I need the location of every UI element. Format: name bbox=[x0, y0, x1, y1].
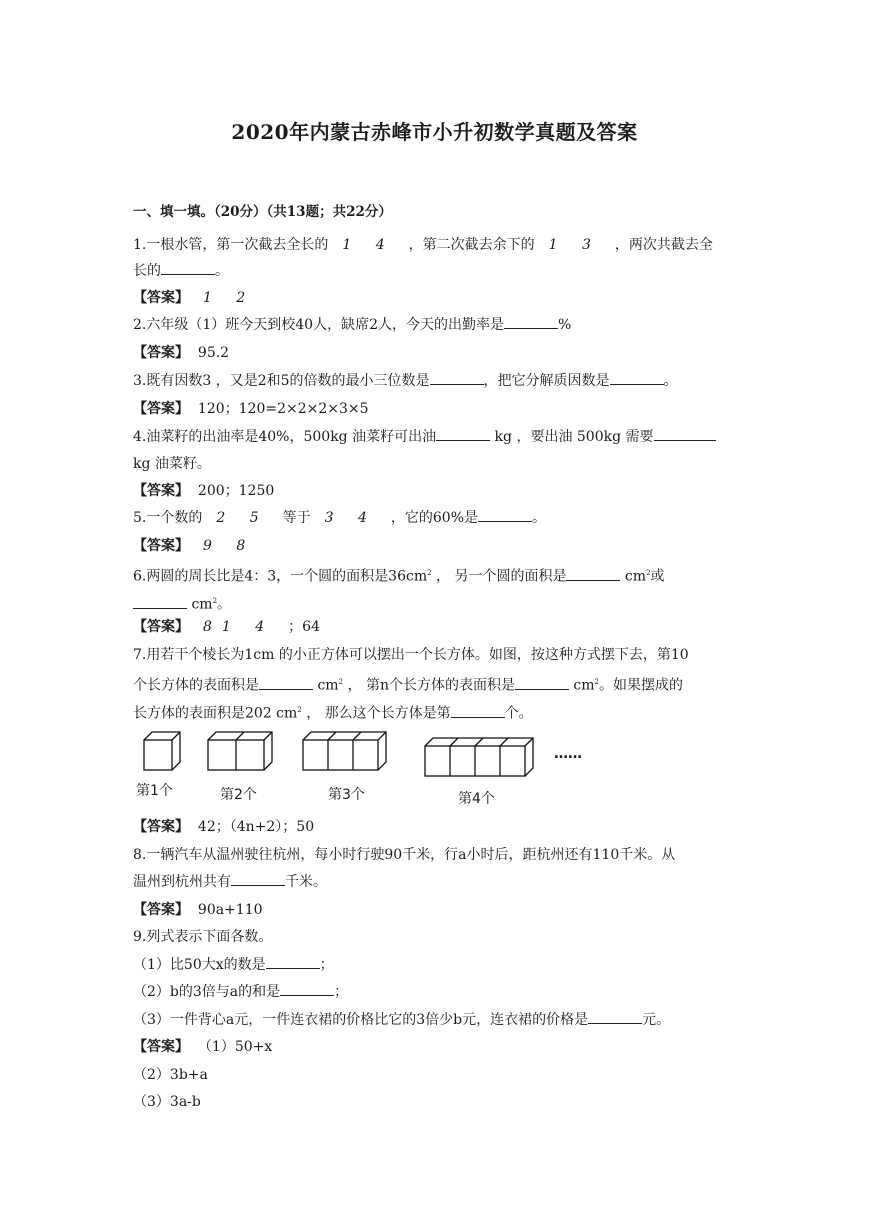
answer-text: 90a+110 bbox=[197, 902, 263, 918]
answer-blank bbox=[566, 568, 620, 581]
q1-text: 1.一根水管，第一次截去全长的 bbox=[133, 237, 329, 253]
superscript: 2 bbox=[646, 569, 651, 577]
q9-answer-3: （3）3a-b bbox=[133, 1094, 201, 1110]
answer-blank bbox=[588, 1011, 642, 1024]
cuboid-3 bbox=[303, 732, 386, 770]
q9-text: （1）比50大x的数是 bbox=[133, 957, 266, 973]
answer-blank bbox=[436, 428, 490, 441]
answer-tag: 【答案】 bbox=[133, 619, 189, 635]
q4-line1 bbox=[133, 428, 716, 446]
q9-sub2 bbox=[133, 983, 348, 1001]
answer-blank bbox=[231, 873, 285, 886]
q5-text: 等于 bbox=[282, 510, 311, 526]
answer-tag: 【答案】 bbox=[133, 819, 189, 835]
q7-text: ， 第n个长方体的表面积是 bbox=[343, 677, 515, 694]
q3-line bbox=[133, 372, 678, 390]
answer-blank bbox=[280, 983, 334, 996]
q9-line1: 9.列式表示下面各数。 bbox=[133, 929, 273, 945]
answer-tag: 【答案】 bbox=[133, 1039, 189, 1055]
answer-tag: 【答案】 bbox=[133, 538, 189, 554]
answer-blank bbox=[515, 677, 569, 690]
q6-text: 6.两圆的周长比是4：3，一个圆的面积是36cm bbox=[133, 568, 428, 585]
answer-text: （1）50+x bbox=[197, 1039, 273, 1055]
figure-label-2: 第2个 bbox=[220, 787, 257, 803]
answer-text: 200；1250 bbox=[197, 483, 275, 499]
fraction: 1 2 bbox=[203, 290, 256, 306]
fraction: 81 4 bbox=[203, 619, 275, 635]
q7-text: ， 那么这个长方体是第 bbox=[301, 705, 451, 722]
q7-text: cm bbox=[313, 677, 339, 694]
q9-text: （3）一件背心a元，一件连衣裙的价格比它的3倍少b元，连衣裙的价格是 bbox=[133, 1012, 589, 1028]
q7-text: 个长方体的表面积是 bbox=[133, 677, 259, 694]
q8-answer bbox=[133, 901, 263, 919]
superscript: 2 bbox=[212, 597, 218, 605]
q9-answer-2: （2）3b+a bbox=[133, 1067, 208, 1083]
answer-tag: 【答案】 bbox=[133, 483, 189, 499]
q5-text: ，它的60%是 bbox=[390, 510, 479, 526]
q7-text: 个。 bbox=[504, 705, 533, 722]
figure-label-3: 第3个 bbox=[328, 787, 365, 803]
answer-blank bbox=[259, 677, 313, 690]
q6-text: 。 bbox=[217, 596, 232, 613]
q4-text: kg ，要出油 500kg 需要 bbox=[490, 429, 654, 445]
q6-text: cm bbox=[187, 596, 213, 613]
q7-line1: 7.用若干个棱长为1cm 的小正方体可以摆出一个长方体。如图，按这种方式摆下去，第10 bbox=[133, 647, 689, 663]
q2-line bbox=[133, 316, 571, 334]
q9-text: ； bbox=[334, 984, 349, 1000]
fraction: 9 8 bbox=[203, 538, 256, 554]
q7-line3 bbox=[133, 701, 533, 723]
q4-answer bbox=[133, 482, 274, 500]
fraction: 2 5 bbox=[216, 510, 269, 526]
q7-text: cm bbox=[568, 677, 595, 694]
q6-line2 bbox=[133, 592, 231, 614]
answer-blank bbox=[654, 428, 716, 441]
answer-blank bbox=[610, 372, 664, 385]
superscript: 2 bbox=[338, 678, 344, 686]
q9-text: （2）b的3倍与a的和是 bbox=[133, 984, 281, 1000]
q5-text: 。 bbox=[532, 510, 547, 526]
q7-text: 。如果摆成的 bbox=[599, 677, 684, 694]
q5-line bbox=[133, 509, 546, 527]
q2-text: % bbox=[558, 317, 572, 333]
q6-text: ， 另一个圆的面积是 bbox=[431, 568, 567, 585]
answer-blank bbox=[133, 596, 187, 609]
cuboid-2 bbox=[208, 732, 272, 770]
q2-text: 2.六年级（1）班今天到校40人，缺席2人，今天的出勤率是 bbox=[133, 317, 504, 333]
document-title: 2020年内蒙古赤峰市小升初数学真题及答案 bbox=[231, 120, 638, 144]
answer-text: 42；（4n+2）；50 bbox=[197, 819, 315, 835]
q1-answer bbox=[133, 289, 269, 307]
section-header: 一、填一填。（20分）（共13题；共22分） bbox=[133, 204, 392, 220]
q1-text: ，第二次截去余下的 bbox=[408, 237, 535, 253]
q1-text: ，两次共截去全 bbox=[614, 237, 713, 253]
superscript: 2 bbox=[297, 706, 302, 714]
q9-sub3 bbox=[133, 1011, 670, 1029]
answer-blank bbox=[451, 705, 505, 718]
fraction: 1 3 bbox=[548, 237, 601, 253]
q6-text: 或 bbox=[650, 568, 665, 585]
answer-text: 95.2 bbox=[197, 345, 230, 361]
q6-answer bbox=[133, 618, 320, 636]
q6-line1 bbox=[133, 564, 665, 586]
q8-line1: 8.一辆汽车从温州驶往杭州，每小时行驶90千米，行a小时后，距杭州还有110千米。从 bbox=[133, 847, 676, 863]
q7-line2 bbox=[133, 673, 683, 695]
answer-tag: 【答案】 bbox=[133, 345, 189, 361]
answer-blank bbox=[266, 956, 320, 969]
q1-text: 。 bbox=[215, 263, 229, 279]
q4-text: kg 油菜籽。 bbox=[133, 456, 211, 472]
answer-tag: 【答案】 bbox=[133, 290, 189, 306]
q3-text: 3.既有因数3 ，又是2和5的倍数的最小三位数是 bbox=[133, 373, 430, 389]
q1-text: 长的 bbox=[133, 263, 161, 279]
q3-text: ，把它分解质因数是 bbox=[483, 373, 610, 389]
answer-text: ；64 bbox=[288, 619, 320, 635]
answer-tag: 【答案】 bbox=[133, 902, 189, 918]
q8-line2 bbox=[133, 873, 327, 891]
answer-blank bbox=[478, 509, 532, 522]
fraction: 3 4 bbox=[324, 510, 377, 526]
q9-text: ； bbox=[319, 957, 334, 973]
q6-text: cm bbox=[620, 568, 647, 585]
q9-text: 元。 bbox=[642, 1012, 671, 1028]
q1-line2 bbox=[133, 262, 229, 280]
figure-ellipsis: …… bbox=[554, 746, 582, 762]
q7-answer bbox=[133, 818, 314, 836]
answer-blank bbox=[161, 262, 215, 275]
cuboid-figure bbox=[128, 726, 598, 816]
q9-answer bbox=[133, 1038, 272, 1056]
superscript: 2 bbox=[594, 678, 600, 686]
q8-text: 温州到杭州共有 bbox=[133, 874, 231, 890]
q1-line1 bbox=[133, 236, 713, 254]
cuboid-4 bbox=[425, 738, 533, 776]
q4-text: 4.油菜籽的出油率是40%，500kg 油菜籽可出油 bbox=[133, 429, 437, 445]
q5-answer bbox=[133, 537, 269, 555]
q5-text: 5.一个数的 bbox=[133, 510, 203, 526]
cuboid-1 bbox=[144, 732, 180, 770]
figure-label-1: 第1个 bbox=[136, 783, 173, 799]
answer-blank bbox=[430, 372, 484, 385]
q4-line2 bbox=[133, 455, 211, 473]
answer-text: 120；120=2×2×2×3×5 bbox=[197, 401, 369, 417]
q3-answer bbox=[133, 400, 369, 418]
q9-sub1 bbox=[133, 956, 334, 974]
fraction: 1 4 bbox=[342, 237, 395, 253]
q8-text: 千米。 bbox=[285, 874, 327, 890]
answer-blank bbox=[504, 316, 558, 329]
answer-tag: 【答案】 bbox=[133, 401, 189, 417]
q7-text: 长方体的表面积是202 cm bbox=[133, 705, 298, 722]
q3-text: 。 bbox=[663, 373, 678, 389]
figure-label-4: 第4个 bbox=[458, 791, 495, 807]
q2-answer bbox=[133, 344, 229, 362]
superscript: 2 bbox=[427, 569, 432, 577]
